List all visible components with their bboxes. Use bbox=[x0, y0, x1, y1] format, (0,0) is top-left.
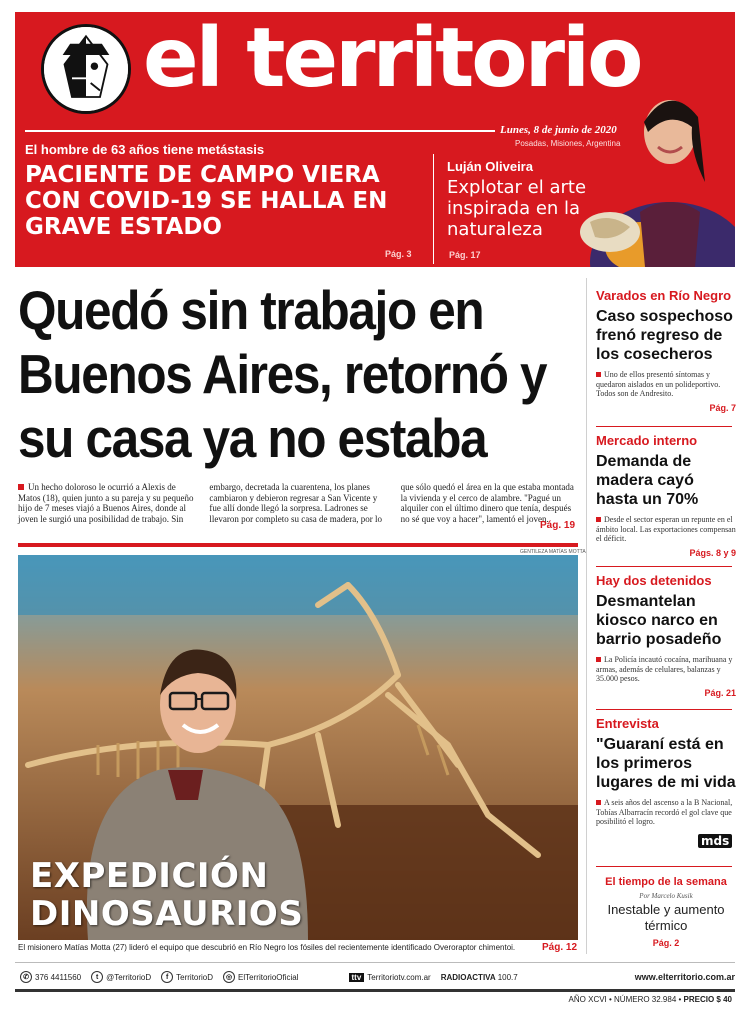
footer-ttv[interactable] bbox=[349, 973, 431, 982]
bullet-square bbox=[596, 657, 601, 662]
bullet-square bbox=[596, 800, 601, 805]
divider bbox=[596, 709, 732, 710]
sidebar-body-text: La Policía incautó cocaína, marihuana y armas, además de celulares, balanzas y 35.000 pesos. bbox=[596, 655, 733, 683]
footer-twitter-text: @TerritorioD bbox=[106, 972, 152, 982]
weather-forecast: Inestable y aumento térmico bbox=[607, 902, 725, 933]
top-left-headline[interactable]: PACIENTE DE CAMPO VIERA CON COVID-19 SE HALLA EN GRAVE ESTADO bbox=[25, 162, 388, 240]
footer-instagram[interactable] bbox=[223, 971, 298, 983]
sidebar-story[interactable] bbox=[596, 288, 736, 413]
masthead bbox=[15, 12, 735, 267]
sidebar-kicker: Varados en Río Negro bbox=[596, 288, 732, 303]
photo-page-ref: Pág. 12 bbox=[542, 942, 578, 953]
photo-headline bbox=[30, 857, 303, 933]
sidebar-story[interactable] bbox=[596, 433, 736, 558]
whatsapp-icon: ✆ bbox=[20, 971, 32, 983]
sidebar-body bbox=[596, 515, 736, 544]
dinosaur-photo[interactable] bbox=[18, 555, 578, 940]
sidebar-story[interactable] bbox=[596, 716, 736, 827]
sidebar-headline[interactable]: Desmantelan kiosco narco en barrio posadeño bbox=[596, 593, 722, 648]
sidebar-kicker: Hay dos detenidos bbox=[596, 573, 712, 588]
sidebar-body-text: Desde el sector esperan un repunte en el ámbito local. Las exportaciones compensan el déficit. bbox=[596, 515, 736, 543]
brand-title[interactable]: el territorio bbox=[143, 11, 641, 106]
instagram-icon: ◎ bbox=[223, 971, 235, 983]
bullet-square bbox=[18, 484, 24, 490]
sidebar-story[interactable] bbox=[596, 573, 736, 698]
footer-phone-text: 376 4411560 bbox=[35, 972, 82, 982]
footer-facebook-text: TerritorioD bbox=[176, 972, 214, 982]
sidebar-kicker: Entrevista bbox=[596, 716, 659, 731]
footer-website[interactable]: www.elterritorio.com.ar bbox=[634, 972, 735, 982]
photo-headline-line1: EXPEDICIÓN bbox=[30, 856, 269, 896]
radio-frequency: 100.7 bbox=[497, 972, 518, 982]
sidebar-page-ref: Pág. 7 bbox=[709, 402, 736, 413]
newspaper-logo[interactable] bbox=[41, 24, 131, 114]
sidebar-headline[interactable]: "Guaraní está en los primeros lugares de mi vida bbox=[596, 736, 736, 791]
sidebar-body bbox=[596, 655, 736, 684]
sidebar-page-ref: Págs. 8 y 9 bbox=[689, 547, 736, 558]
divider bbox=[25, 130, 495, 132]
edition-info bbox=[569, 995, 732, 1004]
photo-caption: El misionero Matías Motta (27) lideró el equipo que descubrió en Río Negro los fósiles del recientemente identificado Overoraptor chimentoi. bbox=[18, 943, 516, 952]
top-right-headline[interactable]: Explotar el arte inspirada en la naturaleza bbox=[447, 177, 587, 240]
weather-page-ref: Pág. 2 bbox=[652, 938, 680, 948]
sidebar-headline[interactable]: Demanda de madera cayó hasta un 70% bbox=[596, 453, 699, 508]
divider bbox=[15, 989, 735, 992]
twitter-icon: t bbox=[91, 971, 103, 983]
footer-ttv-site: Territoriotv.com.ar bbox=[367, 972, 431, 982]
footer-radio[interactable] bbox=[441, 973, 518, 982]
main-page-ref: Pág. 19 bbox=[540, 520, 576, 531]
divider bbox=[433, 154, 434, 264]
artisan-photo bbox=[570, 72, 735, 267]
divider bbox=[18, 543, 578, 547]
footer-bar bbox=[20, 968, 735, 986]
main-headline[interactable]: Quedó sin trabajo en Buenos Aires, retornó y su casa ya no estaba bbox=[18, 279, 547, 469]
ttv-logo: ttv bbox=[349, 973, 365, 982]
footer-twitter[interactable] bbox=[91, 971, 151, 983]
top-right-kicker: Luján Oliveira bbox=[447, 159, 533, 174]
edition-number: AÑO XCVI • NÚMERO 32.984 • bbox=[568, 995, 682, 1004]
photo-headline-line2: DINOSAURIOS bbox=[30, 894, 304, 934]
footer-phone[interactable] bbox=[20, 971, 81, 983]
photo-credit: GENTILEZA MATÍAS MOTTA bbox=[520, 549, 586, 555]
weather-box[interactable] bbox=[596, 876, 736, 948]
sidebar-border bbox=[586, 278, 587, 954]
bullet-square bbox=[596, 372, 601, 377]
sidebar-headline[interactable]: Caso sospechoso frenó regreso de los cosecheros bbox=[596, 308, 733, 363]
divider bbox=[596, 866, 732, 867]
footer-instagram-text: ElTerritorioOficial bbox=[238, 972, 299, 982]
sidebar-kicker: Mercado interno bbox=[596, 433, 698, 448]
facebook-icon: f bbox=[161, 971, 173, 983]
divider bbox=[596, 566, 732, 567]
weather-kicker: El tiempo de la semana bbox=[605, 876, 727, 888]
sidebar-body bbox=[596, 798, 736, 827]
top-right-page-ref: Pág. 17 bbox=[449, 250, 481, 260]
sidebar-page-ref: Pág. 21 bbox=[704, 687, 736, 698]
edition-date: Lunes, 8 de junio de 2020 bbox=[500, 124, 617, 136]
sidebar-body-text: A seis años del ascenso a la B Nacional, Tobías Albarracín recordó el gol clave que posibilitó el logro. bbox=[596, 798, 733, 826]
sidebar-body bbox=[596, 370, 736, 399]
weather-byline: Por Marcelo Kusik bbox=[639, 892, 693, 900]
bullet-square bbox=[596, 517, 601, 522]
sidebar-body-text: Uno de ellos presentó síntomas y quedaron aislados en un polideportivo. Todos son de Andresito. bbox=[596, 370, 721, 398]
mds-badge: mds bbox=[698, 834, 732, 848]
main-body-text: Un hecho doloroso le ocurrió a Alexis de Matos (18), quien junto a su pareja y su pequeño hijo de 7 meses viajó a Buenos Aires, donde al joven le surgió una posibilidad de trabajo. Sin embargo, decretada la cuarentena, los planes cambiaron y debieron regresar a San Vicente y fue allí donde llegó la sorpresa. Ladrones se llevaron por completo su casa de madera, por lo que sólo quedó el área en la que estaba montada la vivienda y el cerco de alambre. "Pagué un alquiler con el último dinero que tenía, después no sé que voy a hacer", lamentó el joven. bbox=[18, 482, 574, 524]
top-left-page-ref: Pág. 3 bbox=[385, 249, 412, 259]
edition-place: Posadas, Misiones, Argentina bbox=[515, 139, 621, 148]
divider bbox=[596, 426, 732, 427]
footer-facebook[interactable] bbox=[161, 971, 213, 983]
edition-price: PRECIO $ 40 bbox=[683, 995, 732, 1004]
cubist-face-icon bbox=[44, 27, 128, 111]
top-left-kicker: El hombre de 63 años tiene metástasis bbox=[25, 142, 265, 157]
main-body bbox=[18, 482, 580, 524]
divider bbox=[15, 962, 735, 963]
radio-name: RADIOACTIVA bbox=[440, 972, 496, 982]
